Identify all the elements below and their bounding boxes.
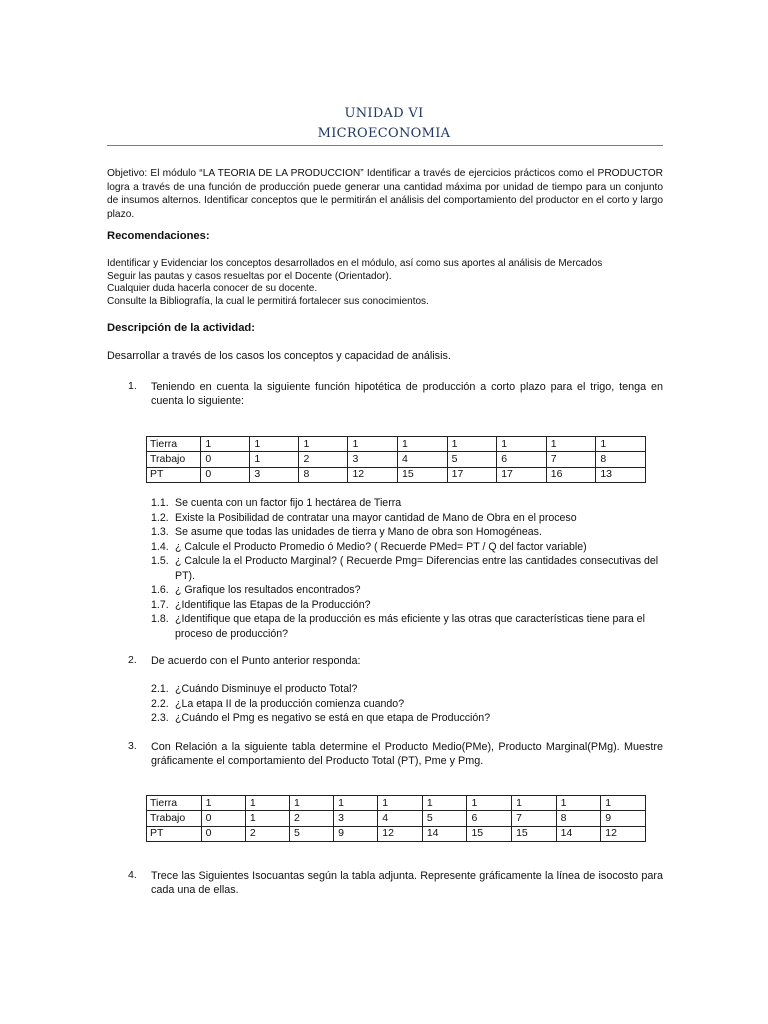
exercise-text: Teniendo en cuenta la siguiente función hipotética de producción a corto plazo para el trigo, tenga en cuenta lo siguiente: [151, 381, 663, 407]
table-cell: 4 [378, 811, 423, 826]
activity-heading: Descripción de la actividad: [107, 322, 255, 334]
table-cell: 14 [556, 826, 601, 841]
sub-item: 2.1. ¿Cuándo Disminuye el producto Total? [151, 683, 358, 695]
table-cell: 1 [556, 796, 601, 811]
recommendation-line: Identificar y Evidenciar los conceptos desarrollados en el módulo, así como sus aportes al análisis de Mercados [107, 258, 603, 269]
recommendation-line: Cualquier duda hacerla conocer de su docente. [107, 283, 318, 295]
row-label: Trabajo [147, 452, 201, 467]
table-cell: 1 [289, 796, 333, 811]
sub-item: 1.1. Se cuenta con un factor fijo 1 hectárea de Tierra [151, 497, 402, 509]
table-cell: 7 [512, 811, 557, 826]
table-cell: 8 [299, 467, 348, 482]
table-cell: 13 [596, 467, 646, 482]
table-cell: 1 [250, 452, 299, 467]
recommendations-list [107, 258, 663, 308]
table-cell: 2 [289, 811, 333, 826]
table-cell: 15 [467, 826, 512, 841]
table-cell: 0 [201, 811, 245, 826]
table-row [147, 826, 646, 841]
exercise-number: 1. [128, 380, 137, 392]
table-cell: 1 [378, 796, 423, 811]
table-cell: 1 [512, 796, 557, 811]
table-cell: 12 [348, 467, 398, 482]
table-cell: 12 [601, 826, 646, 841]
sub-item: 1.4. ¿ Calcule el Producto Promedio ó Medio? ( Recuerde PMed= PT / Q del factor variable) [151, 540, 587, 553]
activity-intro: Desarrollar a través de los casos los conceptos y capacidad de análisis. [107, 350, 451, 362]
table-cell: 0 [201, 467, 250, 482]
production-table-2 [146, 795, 646, 842]
table-cell: 1 [201, 437, 250, 452]
recommendation-line: Seguir las pautas y casos resueltas por el Docente (Orientador). [107, 270, 392, 282]
table-cell: 1 [596, 437, 646, 452]
exercise-number: 4. [128, 869, 137, 881]
table-cell: 1 [447, 437, 497, 452]
table-cell: 3 [348, 452, 398, 467]
table-cell: 1 [422, 796, 467, 811]
table-cell: 1 [245, 796, 289, 811]
table-cell: 8 [596, 452, 646, 467]
table-row [147, 796, 646, 811]
row-label: Tierra [147, 437, 201, 452]
table-cell: 12 [378, 826, 423, 841]
table-cell: 1 [601, 796, 646, 811]
recommendations-heading: Recomendaciones: [107, 230, 210, 242]
title-divider [107, 145, 663, 146]
table-cell: 0 [201, 826, 245, 841]
table-cell: 1 [398, 437, 448, 452]
row-label: Tierra [147, 796, 202, 811]
table-cell: 15 [512, 826, 557, 841]
sublist-2 [151, 682, 663, 726]
sub-item: 1.8. ¿Identifique que etapa de la producción es más eficiente y las otras que características tiene para el proceso de producción? [151, 613, 645, 640]
table-row [147, 467, 646, 482]
objective-paragraph: Objetivo: El módulo “LA TEORIA DE LA PRODUCCION” Identificar a través de ejercicios prácticos como el PRODUCTOR logra a través de una función de producción puede generar una cantidad máxima por unidad de tiempo para un conjunto de insumos alternos. Identificar conceptos que le permitirán el análisis del comportamiento del productor en el corto y largo plazo. [107, 168, 663, 220]
exercise-number: 2. [128, 654, 137, 666]
exercise-text: De acuerdo con el Punto anterior responda: [151, 655, 361, 667]
table-cell: 5 [422, 811, 467, 826]
unit-title-line1: UNIDAD VI [344, 106, 424, 121]
table-cell: 1 [245, 811, 289, 826]
sub-item: 1.6. ¿ Grafique los resultados encontrados? [151, 584, 361, 596]
table-cell: 16 [546, 467, 596, 482]
unit-title [0, 104, 768, 144]
sub-item: 2.2. ¿La etapa II de la producción comienza cuando? [151, 697, 405, 710]
row-label: PT [147, 467, 201, 482]
table-cell: 1 [299, 437, 348, 452]
exercise-text: Trece las Siguientes Isocuantas según la tabla adjunta. Represente gráficamente la línea de isocosto para cada una de ellas. [151, 870, 663, 896]
table-cell: 1 [348, 437, 398, 452]
table-cell: 1 [467, 796, 512, 811]
table-cell: 17 [447, 467, 497, 482]
table-cell: 1 [497, 437, 547, 452]
exercise-number: 3. [128, 740, 137, 752]
table-row [147, 452, 646, 467]
table-cell: 1 [250, 437, 299, 452]
table-cell: 5 [447, 452, 497, 467]
unit-title-line2: MICROECONOMIA [317, 126, 451, 141]
sub-item: 1.2. Existe la Posibilidad de contratar una mayor cantidad de Mano de Obra en el proceso [151, 511, 577, 524]
row-label: PT [147, 826, 202, 841]
table-cell: 9 [334, 826, 378, 841]
production-table-1 [146, 436, 646, 483]
table-cell: 8 [556, 811, 601, 826]
table-row [147, 811, 646, 826]
sub-item: 2.3. ¿Cuándo el Pmg es negativo se está en que etapa de Producción? [151, 712, 491, 724]
table-cell: 1 [334, 796, 378, 811]
sublist-1 [151, 496, 663, 641]
table-cell: 5 [289, 826, 333, 841]
table-cell: 6 [497, 452, 547, 467]
sub-item: 1.5. ¿ Calcule la el Producto Marginal? ( Recuerde Pmg= Diferencias entre las cantidades consecutivas del PT). [151, 555, 659, 582]
table-cell: 3 [250, 467, 299, 482]
table-cell: 2 [245, 826, 289, 841]
table-cell: 9 [601, 811, 646, 826]
table-cell: 7 [546, 452, 596, 467]
table-cell: 1 [201, 796, 245, 811]
table-cell: 3 [334, 811, 378, 826]
table-cell: 14 [422, 826, 467, 841]
table-row [147, 437, 646, 452]
sub-item: 1.3. Se asume que todas las unidades de tierra y Mano de obra son Homogéneas. [151, 526, 542, 538]
table-cell: 15 [398, 467, 448, 482]
row-label: Trabajo [147, 811, 202, 826]
sub-item: 1.7. ¿Identifique las Etapas de la Producción? [151, 598, 371, 611]
table-cell: 0 [201, 452, 250, 467]
table-cell: 17 [497, 467, 547, 482]
exercise-text: Con Relación a la siguiente tabla determine el Producto Medio(PMe), Producto Marginal(PMg). Muestre gráficamente el comportamiento del Producto Total (PT), Pme y Pmg. [151, 741, 663, 767]
table-cell: 2 [299, 452, 348, 467]
recommendation-line: Consulte la Bibliografía, la cual le permitirá fortalecer sus conocimientos. [107, 295, 429, 307]
table-cell: 1 [546, 437, 596, 452]
table-cell: 6 [467, 811, 512, 826]
table-cell: 4 [398, 452, 448, 467]
